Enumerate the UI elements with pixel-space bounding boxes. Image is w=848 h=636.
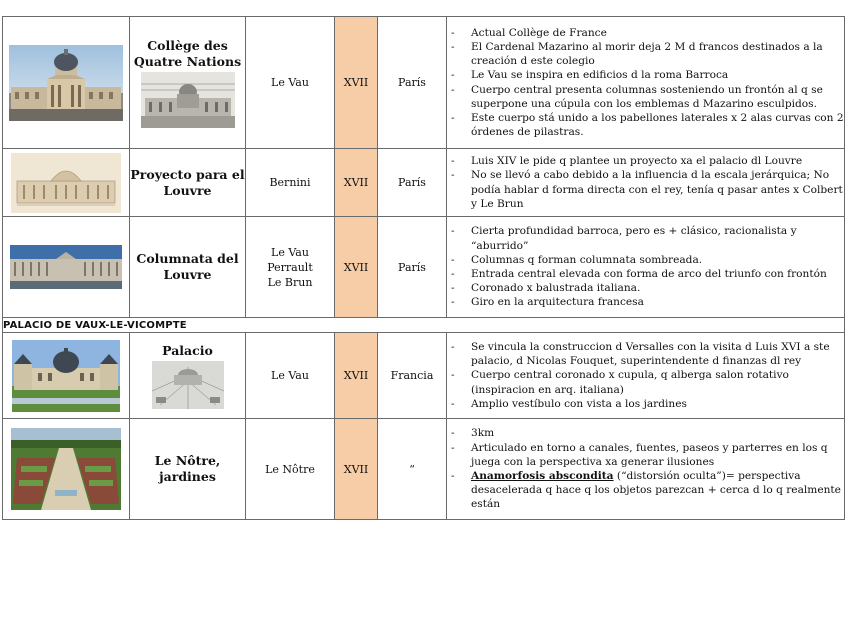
list-item: - Articulado en torno a canales, fuentes, paseos y parterres en los q juega con la perspectiva xa generar ilusiones: [447, 441, 844, 469]
list-item: [447, 469, 844, 512]
author-cell: [246, 217, 335, 318]
vaux-engraving: [152, 361, 224, 409]
image-cell: [3, 149, 130, 217]
century: XVII: [343, 76, 369, 89]
place-cell: [378, 17, 447, 149]
notes-list: [447, 26, 844, 140]
table-row: [3, 333, 845, 419]
monument-name: Columnata del Louvre: [136, 251, 239, 282]
author-cell: [246, 17, 335, 149]
table-row: [3, 17, 845, 149]
author-line: Bernini: [269, 176, 311, 189]
monument-name: Palacio: [162, 342, 213, 358]
name-cell: [130, 419, 246, 520]
architecture-table: [2, 16, 845, 520]
notes-list: [447, 340, 844, 411]
table-row: [3, 217, 845, 318]
college-quatre-nations-photo: [9, 45, 123, 121]
century-cell: [335, 149, 378, 217]
place-cell: [378, 217, 447, 318]
author-line: Perrault: [267, 260, 313, 274]
place: París: [398, 260, 426, 274]
century: XVII: [343, 462, 369, 476]
place: París: [398, 176, 426, 189]
author-line: Le Nôtre: [265, 462, 315, 476]
list-item: - Se vincula la construccion d Versalles con la visita d Luis XVI a ste palacio, d Nicolas Fouquet, superintendente d finanzas dl rey: [447, 340, 844, 368]
list-item: - El Cardenal Mazarino al morir deja 2 M d francos destinados a la creación d este colegio: [447, 40, 844, 68]
author-line: Le Vau: [271, 245, 309, 259]
list-item: - Le Vau se inspira en edificios d la roma Barroca: [447, 68, 844, 82]
author-line: Le Brun: [267, 275, 313, 289]
image-cell: [3, 419, 130, 520]
author-line: Le Vau: [271, 369, 309, 382]
notes-cell: [447, 17, 845, 149]
century-cell: [335, 419, 378, 520]
list-item: - Este cuerpo stá unido a los pabellones laterales x 2 alas curvas con 2 órdenes de pilastras.: [447, 111, 844, 139]
century: XVII: [343, 260, 369, 274]
term-definition: (“distorsión oculta”)= perspectiva desacelerada q hace q los objetos parezcan + cerca d lo q realmente están: [471, 470, 841, 511]
list-item: - Entrada central elevada con forma de arco del triunfo con frontón: [447, 267, 844, 281]
louvre-project-drawing: [11, 153, 121, 213]
list-item: - Amplio vestíbulo con vista a los jardines: [447, 397, 844, 411]
image-cell: [3, 333, 130, 419]
list-item: - Cierta profundidad barroca, pero es + clásico, racionalista y “aburrido”: [447, 224, 844, 252]
list-item: - No se llevó a cabo debido a la influencia d la escala jerárquica; No podía hablar d forma directa con el rey, tenía q pasar antes x Colbert y Le Brun: [447, 168, 844, 211]
vaux-palace-photo: [12, 340, 120, 412]
author-cell: [246, 419, 335, 520]
notes-cell: [447, 149, 845, 217]
vaux-gardens-photo: [11, 428, 121, 510]
list-item: - Cuerpo central presenta columnas sosteniendo un frontón al q se superpone una cúpula con los emblemas d Mazarino esculpidos.: [447, 83, 844, 111]
name-cell: [130, 149, 246, 217]
monument-name: Collège des Quatre Nations: [133, 37, 242, 69]
author-cell: [246, 333, 335, 419]
author-line: Le Vau: [271, 76, 309, 89]
notes-list: [447, 426, 844, 511]
notes-list: [447, 224, 844, 309]
list-item: - Coronado x balustrada italiana.: [447, 281, 844, 295]
table-row: [3, 149, 845, 217]
image-cell: [3, 17, 130, 149]
place-cell: [378, 149, 447, 217]
place-cell: [378, 419, 447, 520]
image-cell: [3, 217, 130, 318]
century: XVII: [343, 176, 369, 189]
table-row: [3, 419, 845, 520]
section-header-row: [3, 318, 845, 333]
place: Francia: [390, 369, 434, 382]
notes-cell: [447, 217, 845, 318]
key-term: Anamorfosis abscondita: [471, 470, 614, 482]
list-item: - Actual Collège de France: [447, 26, 844, 40]
name-cell: [130, 333, 246, 419]
list-item: - 3km: [447, 426, 844, 440]
monument-name: Le Nôtre, jardines: [154, 453, 221, 484]
list-item: - Giro en la arquitectura francesa: [447, 295, 844, 309]
columnata-louvre-photo: [10, 245, 122, 289]
name-cell: [130, 17, 246, 149]
name-cell: [130, 217, 246, 318]
monument-name: Proyecto para el Louvre: [130, 166, 245, 198]
century-cell: [335, 333, 378, 419]
college-engraving: [141, 72, 235, 128]
list-item: - Cuerpo central coronado x cupula, q alberga salon rotativo (inspiracion en arq. italiana): [447, 368, 844, 396]
author-cell: [246, 149, 335, 217]
century-cell: [335, 217, 378, 318]
place: París: [398, 76, 426, 89]
place: “: [409, 462, 415, 476]
century: XVII: [343, 369, 369, 382]
notes-list: [447, 154, 844, 211]
century-cell: [335, 17, 378, 149]
list-item: - Columnas q forman columnata sombreada.: [447, 253, 844, 267]
notes-cell: [447, 419, 845, 520]
place-cell: [378, 333, 447, 419]
notes-cell: [447, 333, 845, 419]
section-title: PALACIO DE VAUX-LE-VICOMPTE: [3, 318, 845, 333]
list-item: - Luis XIV le pide q plantee un proyecto xa el palacio dl Louvre: [447, 154, 844, 168]
